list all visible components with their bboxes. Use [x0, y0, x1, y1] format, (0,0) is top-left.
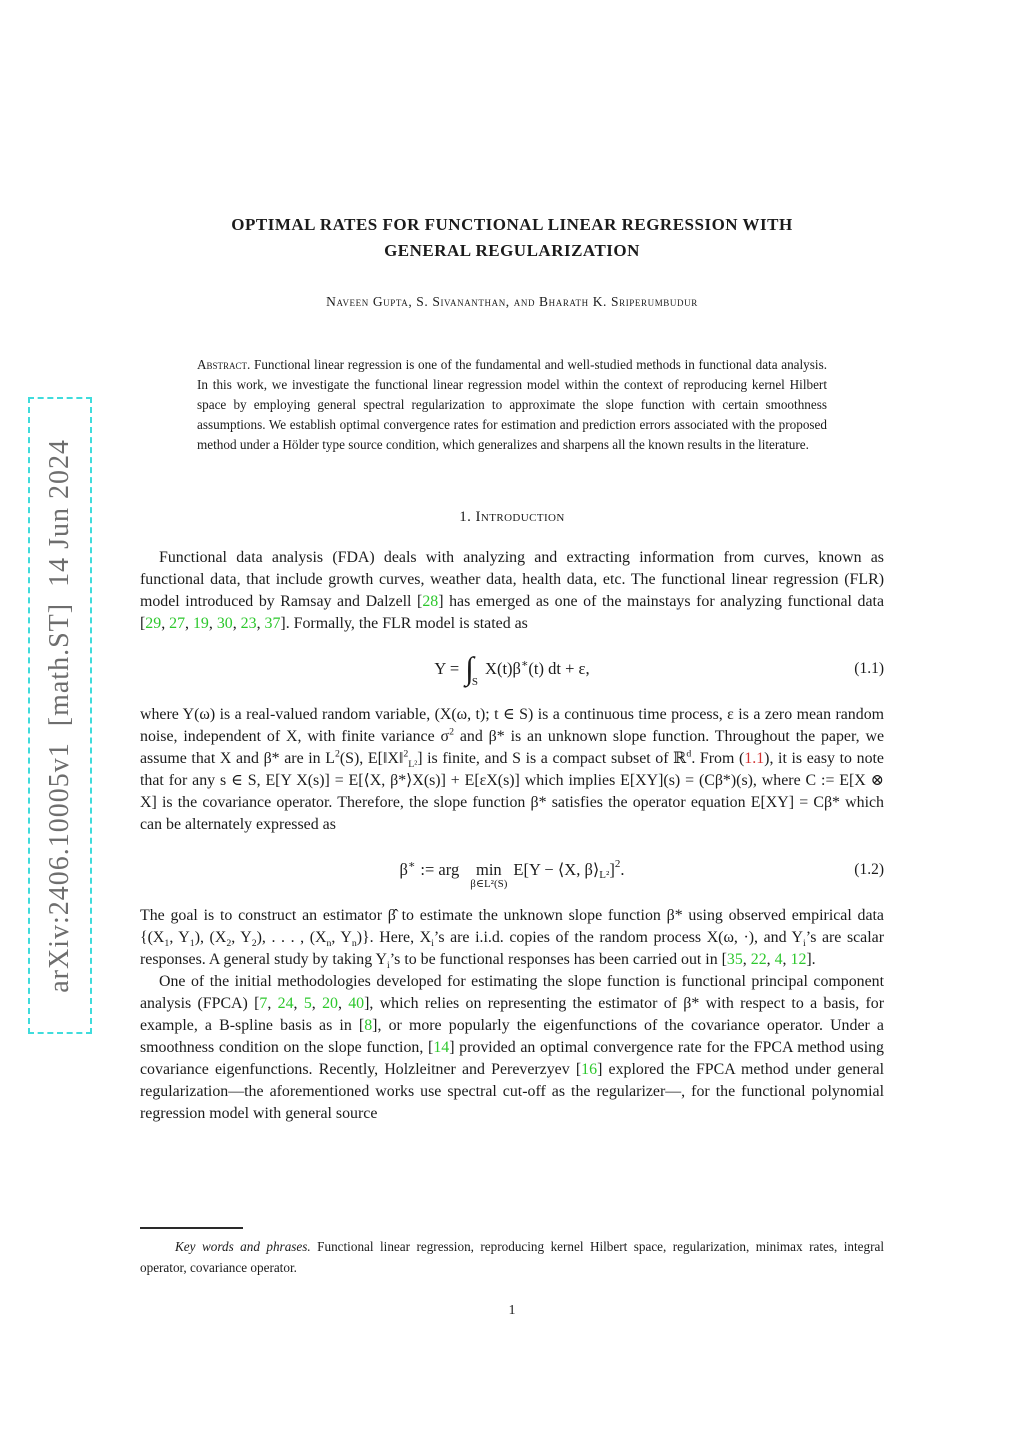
text-segment: ,	[742, 951, 751, 968]
eq11-body-2: (t) dt + ε,	[528, 659, 590, 678]
citation-link[interactable]: 5	[303, 995, 312, 1012]
page-content	[140, 0, 884, 1125]
keywords-line	[140, 1236, 884, 1278]
text-segment: Key words and phrases.	[175, 1239, 311, 1254]
paper-title	[140, 212, 884, 264]
eq12-body: E[Y − ⟨X, β⟩	[513, 860, 600, 879]
eq12-period: .	[620, 860, 625, 879]
text-segment: ].	[806, 951, 816, 968]
citation-link[interactable]: 29	[145, 615, 162, 632]
text-segment: ), it is easy to note that for any s ∈ S, E[Y X(s)] = E[⟨X, β*⟩X(s)] + E[εX(s)] which implies E[XY](s) = (Cβ*)(s), where C := E[X ⊗ X] is the covariance operator. Therefore, the slope function β* satisfies the operator equation E[XY] = Cβ* which can be alternately expressed as	[140, 750, 884, 833]
citation-link[interactable]: 23	[240, 615, 257, 632]
text-segment: . From (	[691, 750, 745, 767]
eq12-assign: := arg	[420, 860, 460, 879]
eq12-close: ]	[609, 860, 615, 879]
citation-link[interactable]: 14	[433, 1039, 450, 1056]
text-segment: )}. Here, X	[356, 929, 432, 946]
text-segment: ,	[185, 615, 193, 632]
citation-link[interactable]: 35	[726, 951, 743, 968]
text-segment: The goal is to construct an estimator β̂ to estimate the unknown slope function β* using observed empirical data {(X	[140, 907, 884, 946]
arxiv-stamp-text: arXiv:2406.10005v1 [math.ST] 14 Jun 2024	[44, 438, 75, 993]
text-segment: ] provided an optimal convergence rate for the FPCA method using covariance eigenfunctions. Recently, Holzleitner and Pereverzyev [	[140, 1039, 884, 1078]
text-segment: L²	[408, 759, 418, 771]
equation-1-1	[140, 646, 884, 692]
text-segment: Functional linear regression is one of the fundamental and well-studied methods in functional data analysis. In this work, we investigate the functional linear regression model within the context of reproducing kernel Hilbert space by employing general spectral regularization to approximate the slope function with certain smoothness assumptions. We establish optimal convergence rates for estimation and prediction errors associated with the proposed method under a Hölder type source condition, which generalizes and sharpens all the known results in the literature.	[197, 357, 827, 452]
text-segment: Introduction	[475, 509, 565, 525]
eq11-lhs: Y =	[434, 659, 460, 678]
text-segment: 1.	[459, 509, 476, 525]
text-segment: 1	[189, 938, 195, 950]
integral-icon: ∫	[465, 650, 474, 686]
footnote-rule	[140, 1227, 243, 1229]
text-segment: n	[351, 938, 357, 950]
text-segment: ,	[337, 995, 349, 1012]
citation-link[interactable]: 20	[322, 995, 338, 1012]
text-segment: Abstract.	[197, 357, 251, 372]
text-segment: , Y	[169, 929, 190, 946]
text-segment: i	[803, 938, 806, 950]
eq12-min: min	[475, 860, 502, 879]
citation-link[interactable]: 30	[216, 615, 233, 632]
abstract	[197, 355, 827, 455]
eq11-star: ∗	[520, 657, 529, 670]
text-segment: 1	[164, 938, 170, 950]
citation-link[interactable]: 24	[277, 995, 294, 1012]
citation-link[interactable]: 19	[192, 615, 209, 632]
eq12-min-under: β∈L²(S)	[470, 878, 508, 890]
text-segment: , Y	[231, 929, 252, 946]
intro-paragraph-4	[140, 971, 884, 1125]
text-segment: Functional linear regression, reproducing kernel Hilbert space, regularization, minimax rates, integral operator, covariance operator.	[140, 1239, 884, 1275]
text-segment: and β* is an unknown slope function. Throughout the paper, we assume that X and β* are in L	[140, 728, 884, 767]
text-segment: ’s are i.i.d. copies of the random process X(ω, ·), and Y	[433, 929, 804, 946]
citation-link[interactable]: 8	[364, 1017, 373, 1034]
title-line-2: GENERAL REGULARIZATION	[384, 241, 640, 260]
equation-number-1-2: (1.2)	[854, 861, 884, 878]
text-segment: 2	[403, 748, 409, 760]
eq12-star: ∗	[407, 858, 416, 871]
equation-number-1-1: (1.1)	[854, 660, 884, 677]
text-segment: , Y	[331, 929, 352, 946]
text-segment: ] is finite, and S is a compact subset of ℝ	[417, 750, 687, 767]
text-segment: ,	[311, 995, 323, 1012]
eq12-exponent: 2	[614, 858, 621, 870]
text-segment: Functional data analysis (FDA) deals with analyzing and extracting information from curves, known as functional data, that include growth curves, weather data, health data, etc. The functional linear regression (FLR) model introduced by Ramsay and Dalzell [	[140, 549, 884, 610]
text-segment: ), . . . , (X	[256, 929, 327, 946]
citation-link[interactable]: 27	[169, 615, 186, 632]
title-line-1: OPTIMAL RATES FOR FUNCTIONAL LINEAR REGRESSION WITH	[231, 215, 793, 234]
citation-link[interactable]: 7	[259, 995, 268, 1012]
text-segment: 2	[226, 938, 232, 950]
text-segment: 2	[251, 938, 257, 950]
eq12-body-sub: L²	[599, 869, 610, 881]
text-segment: ’s to be functional responses has been carried out in [	[389, 951, 727, 968]
authors-line: Naveen Gupta, S. Sivananthan, and Bharath K. Sriperumbudur	[326, 294, 698, 309]
citation-link[interactable]: 22	[750, 951, 767, 968]
eq12-min-stack	[470, 862, 507, 890]
text-segment: ), (X	[194, 929, 227, 946]
section-heading-introduction	[140, 509, 884, 526]
text-segment: ] explored the FPCA method under general regularization—the aforementioned works use spectral cut-off as the regularizer—, for the functional polynomial regression model with general source	[140, 1061, 885, 1122]
eq12-lhs: β	[399, 860, 408, 879]
arxiv-stamp	[28, 397, 92, 1034]
text-segment: ’s are scalar responses. A general study by taking Y	[140, 929, 884, 968]
text-segment: 2	[334, 748, 340, 760]
text-segment: ], or more popularly the eigenfunctions of the covariance operator. Under a smoothness condition on the slope function, [	[140, 1017, 884, 1056]
intro-paragraph-1	[140, 547, 884, 635]
equation-ref-link[interactable]: 1.1	[744, 750, 765, 767]
text-segment: ,	[766, 951, 775, 968]
text-segment: n	[326, 938, 332, 950]
text-segment: ,	[161, 615, 170, 632]
intro-paragraph-2	[140, 704, 884, 836]
text-segment: where Y(ω) is a real-valued random variable, (X(ω, t); t ∈ S) is a continuous time process, ε is a zero mean random noise, independent of X, with finite variance σ	[140, 706, 884, 745]
text-segment: (S), E[‖X‖	[339, 750, 404, 767]
eq11-body: X(t)β	[485, 659, 521, 678]
text-segment: ,	[293, 995, 304, 1012]
citation-link[interactable]: 4	[774, 951, 783, 968]
citation-link[interactable]: 28	[422, 593, 439, 610]
citation-link[interactable]: 12	[790, 951, 807, 968]
text-segment: ], which relies on representing the estimator of β* with respect to a basis, for example, a B-spline basis as in [	[140, 995, 885, 1034]
text-segment: ,	[232, 615, 241, 632]
equation-1-2	[140, 847, 884, 893]
text-segment: ]. Formally, the FLR model is stated as	[280, 615, 528, 632]
citation-link[interactable]: 16	[581, 1061, 598, 1078]
text-segment: i	[431, 938, 434, 950]
footnote-block	[140, 1227, 884, 1278]
text-segment: ,	[782, 951, 791, 968]
text-segment: ,	[208, 615, 217, 632]
text-segment: 2	[449, 726, 454, 738]
text-segment: ,	[267, 995, 278, 1012]
text-segment: One of the initial methodologies developed for estimating the slope function is functional principal component analysis (FPCA) [	[140, 973, 884, 1012]
text-segment: ] has emerged as one of the mainstays for analyzing functional data [	[140, 593, 884, 632]
page-number: 1	[508, 1303, 516, 1318]
citation-link[interactable]: 37	[264, 615, 281, 632]
text-segment: i	[387, 960, 390, 972]
text-segment: d	[686, 748, 692, 760]
text-segment: ,	[256, 615, 265, 632]
intro-paragraph-3	[140, 905, 884, 971]
eq11-integral-domain: S	[471, 676, 479, 688]
citation-link[interactable]: 40	[348, 995, 365, 1012]
